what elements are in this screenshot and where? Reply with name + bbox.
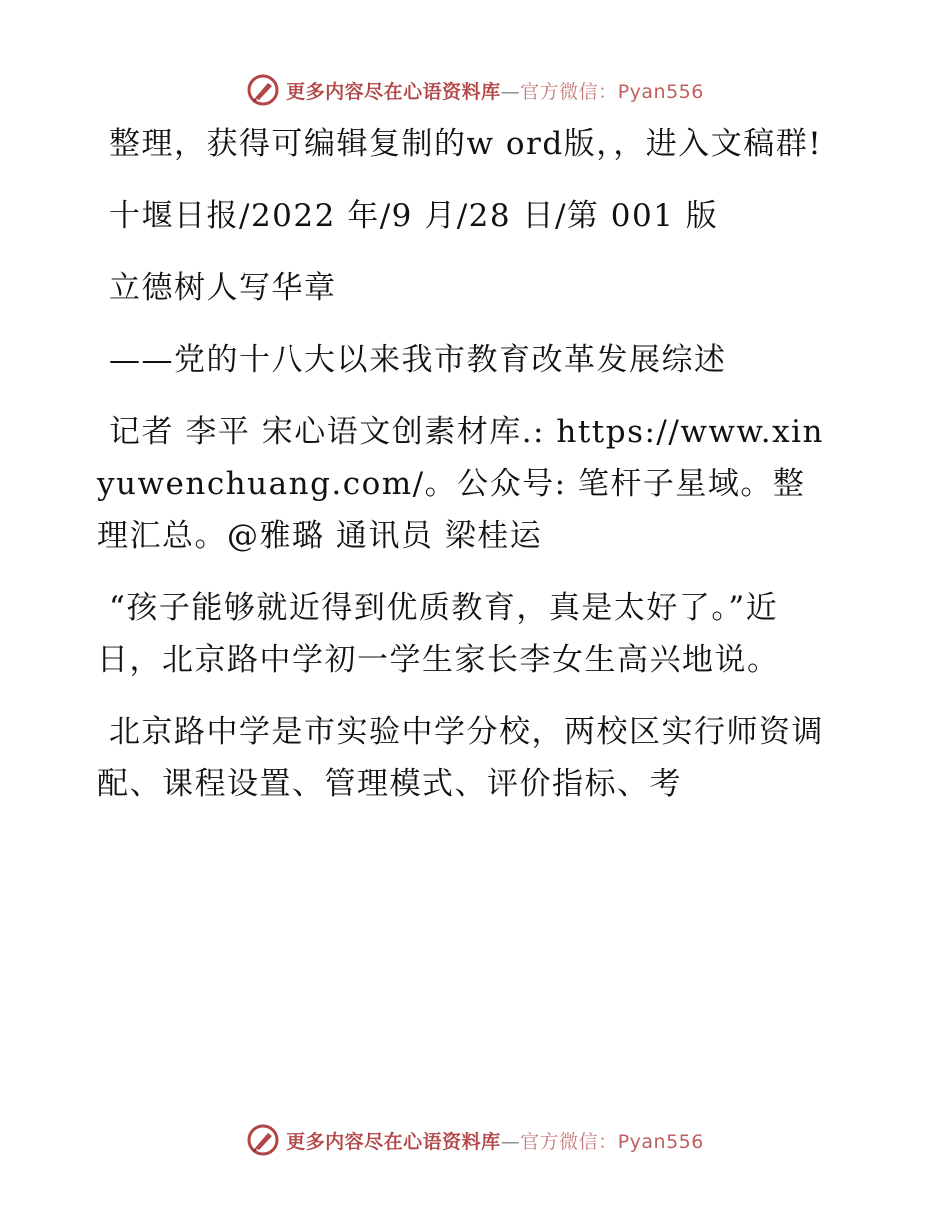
paragraph-body: 北京路中学是市实验中学分校，两校区实行师资调配、课程设置、管理模式、评价指标、考 xyxy=(97,714,824,802)
watermark-dash: — xyxy=(500,1130,521,1153)
watermark-site: 更多内容尽在心语资料库 xyxy=(286,80,501,103)
watermark-text xyxy=(286,77,704,104)
article-subtitle: ——党的十八大以来我市教育改革发展综述 xyxy=(109,342,727,378)
watermark-contact-label: 官方微信： xyxy=(520,1130,618,1153)
watermark-text xyxy=(286,1127,704,1154)
paragraph-intro: 整理，获得可编辑复制的w ord版，，进入文稿群! xyxy=(109,126,823,162)
watermark-contact-id: Pyan556 xyxy=(617,80,704,103)
article-title: 立德树人写华章 xyxy=(109,270,337,306)
pen-logo-icon xyxy=(246,73,280,107)
watermark-dash: — xyxy=(500,80,521,103)
watermark-contact-label: 官方微信： xyxy=(520,80,618,103)
paragraph-byline: 记者 李平 宋心语文创素材库.: https://www.xinyuwenchuang.com/。公众号: 笔杆子星域。整理汇总。@雅璐 通讯员 梁桂运 xyxy=(97,414,824,554)
paragraph-source: 十堰日报/2022 年/9 月/28 日/第 001 版 xyxy=(109,198,719,234)
watermark-site: 更多内容尽在心语资料库 xyxy=(286,1130,501,1153)
watermark-footer xyxy=(0,1120,950,1160)
watermark-header xyxy=(0,70,950,110)
paragraph-quote: “孩子能够就近得到优质教育，真是太好了。”近日，北京路中学初一学生家长李女生高兴地说。 xyxy=(97,590,780,678)
document-body xyxy=(97,118,837,830)
pen-logo-icon xyxy=(246,1123,280,1157)
watermark-contact-id: Pyan556 xyxy=(617,1130,704,1153)
